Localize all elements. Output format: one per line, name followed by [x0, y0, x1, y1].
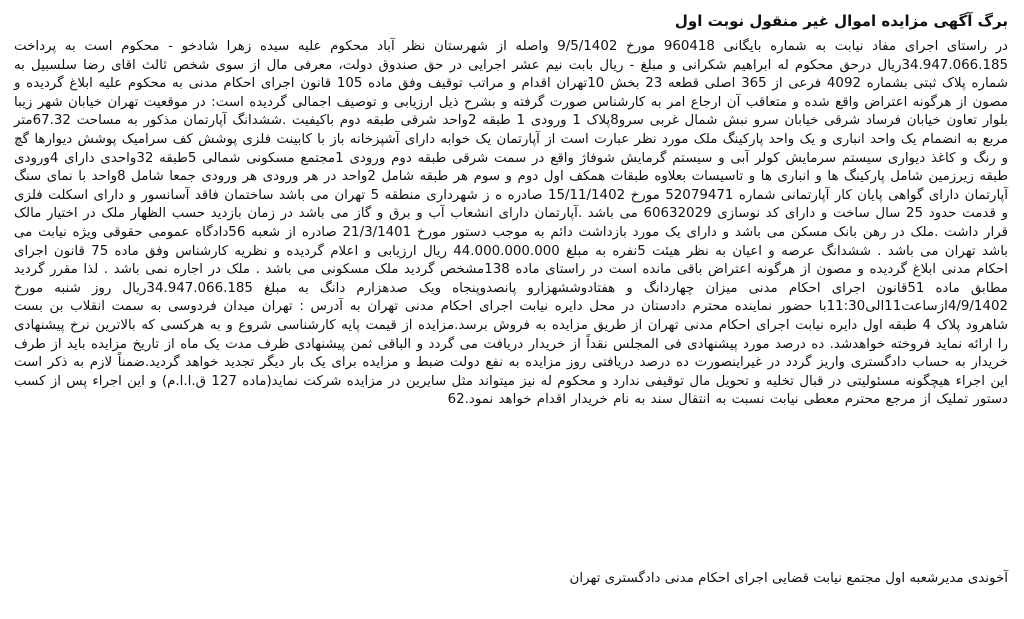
signature-line: آخوندی مدیرشعبه اول مجتمع نیابت قضایی اجرای احکام مدنی دادگستری تهران [569, 571, 1008, 586]
signature-block [570, 569, 1008, 594]
notice-title: برگ آگهی مزایده اموال غیر منقول نوبت اول [674, 12, 1008, 30]
notice-body: در راستای اجرای مفاد نیابت به شماره بایگانی 960418 مورخ 9/5/1402 واصله از شهرستان نظر آباد محکوم علیه سیده زهرا شادخو - محکوم است به پرداخت 34.947.066.185ریال درحق محکوم له ابراهیم شکرانی و مبلغ - ریال بابت نیم عشر اجرایی در حق صندوق دولت، معرفی مال از سوی شخص ثالث اقای رضا سلسبیل به شماره پلاک ثبتی بشماره 4092 فرعی از 365 اصلی قطعه 23 بخش 10تهران اقدام و مراتب توقیف وفق ماده 105 قانون اجرای احکام مدنی به محکوم علیه ابلاغ گردیده و مصون از هرگونه اعتراض واقع شده و متعاقب آن ارجاع امر به کارشناس صورت گرفته و بشرح ذیل ارزیابی و توصیف اجمالی گردیده است: در موقعیت تهران خیابان شهر زیبا بلوار تعاون خیابان فرساد شرقی خیابان سرو نبش شمال غربی سرو8پلاک 1 ورودی 1 طبقه 2واحد شرقی طبقه دوم باکیفیت .ششدانگ آپارتمان مذکور به مساحت 67.32متر مربع به انضمام یک واحد انباری و یک واحد پارکینگ ملک مورد نظر عبارت است از آپارتمان یک خوابه دارای آشپزخانه باز با کابینت فلزی پوشش کف سرامیک پوشش دیوارها گچ و رنگ و کاغذ دیواری سیستم سرمایش کولر آبی و سیستم گرمایش شوفاژ واقع در سمت شرقی طبقه دوم ورودی 1مجتمع مسکونی شمالی 5طبقه 32واحدی دارای 4ورودی طبقه زیرزمین شامل پارکینگ ها و انباری ها و تاسیسات بعلاوه طبقات همکف اول دوم و سوم هر طبقه شامل 2واحد در هر ورودی هر ورودی جمعا شامل 8واحد با نمای سنگ آپارتمان دارای گواهی پایان کار آپارتمانی شماره 52079471 مورخ 15/11/1402 صادره ه ز شهرداری منطقه 5 تهران می باشد ساختمان فاقد آسانسور و دارای اسکلت فلزی و قدمت حدود 25 سال ساخت و دارای کد نوسازی 60632029 می باشد .آپارتمان دارای انشعاب آب و برق و گاز می باشد در زمان بازدید حسب الظهار ملک در اختیار مالک قرار داشت .ملک در رهن بانک مسکن می باشد و دارای یک مورد بازداشت دائم به موجب دستور مورخ 21/3/1401 صادره از شعبه 56دادگاه عمومی حقوقی ویژه نیابت می باشد تهران می باشد . ششدانگ عرصه و اعیان به نظر هیئت 5نفره به مبلغ 44.000.000.000 ریال ارزیابی و اعلام گردیده و نظریه کارشناس وفق ماده 75 قانون اجرای احکام مدنی ابلاغ گردیده و مصون از هرگونه اعتراض باقی مانده است در راستای ماده 138مشخص گردید ملک مسکونی می باشد . ملک در اجاره نمی باشد . لذا مقرر گردید مطابق ماده 51قانون اجرای احکام مدنی میزان چهاردانگ و هفتادوششهزارو پانصدوپنجاه ویک صدهزارم دانگ به مبلغ 34.947.066.185ریال روز شنبه مورخ 4/9/1402ازساعت11الی11:30با حضور نماینده محترم دادستان در محل دایره نیابت اجرای احکام مدنی تهران به آدرس : تهران میدان فردوسی به سمت انقلاب بن بست شاهرود پلاک 4 طبقه اول دایره نیابت اجرای احکام مدنی تهران از طریق مزایده به فروش برسد.مزایده از قیمت پایه کارشناسی شروع و به هرکسی که بالاترین نرخ پیشنهادی را ارائه نماید فروخته خواهدشد. ده درصد مورد پیشنهادی فی المجلس نقداً از خریدار دریافت می گردد و الباقی ثمن پیشنهادی ظرف مدت یک ماه از تاریخ مزایده باید از طرف خریدار به حساب دادگستری واریز گردد در غیراینصورت ده درصد دریافتی روز مزایده به نفع دولت ضبط و مزایده برای یک بار دیگر تجدید خواهد گردید.ضمناً لازم به ذکر است این اجراء هیچگونه مسئولیتی در قبال تخلیه و تحویل مال توقیفی ندارد و محکوم له نیز میتواند مثل سایرین در مزایده شرکت نماید(ماده 127 ق.ا.ا.م) و این اجراء پس از کسب دستور تملیک از مرجع محترم معطی نیابت نسبت به انتقال سند به نام خریدار اقدام خواهد نمود.62 [14, 39, 1009, 408]
